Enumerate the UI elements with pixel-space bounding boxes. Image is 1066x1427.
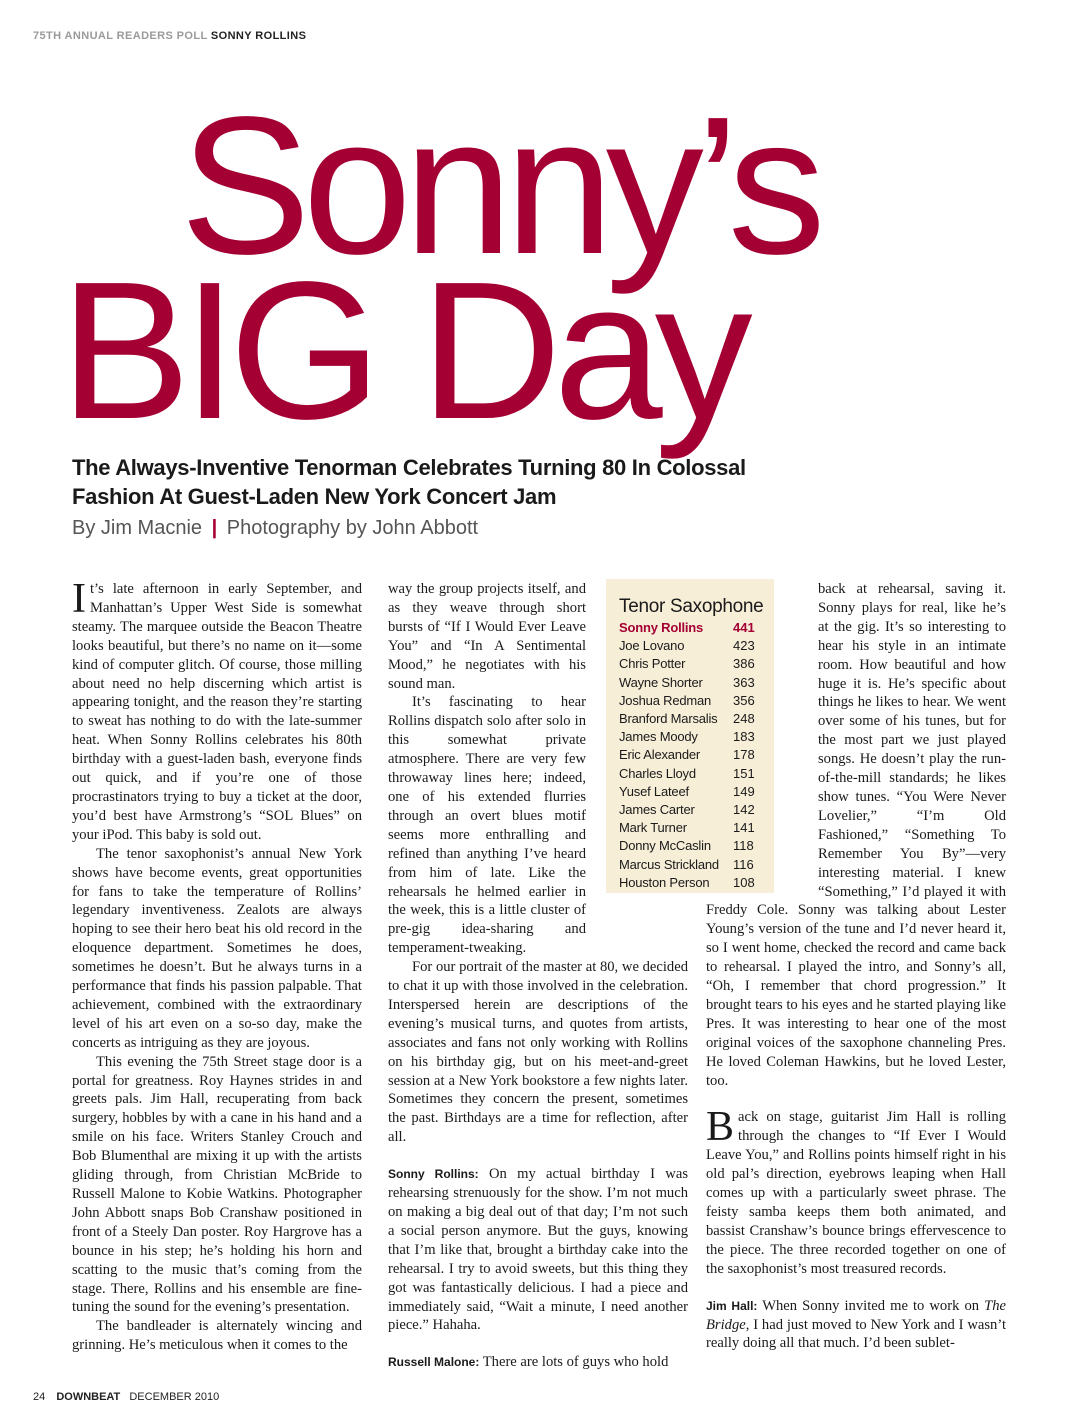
speaker-name: Russell Malone: — [388, 1355, 480, 1370]
poll-row — [619, 819, 769, 837]
section-kicker — [33, 30, 306, 42]
poll-row — [619, 692, 769, 710]
poll-votes: 248 — [733, 711, 755, 727]
paragraph: Back on stage, guitarist Jim Hall is rolling through the changes to “If Ever I Would Leave You,” and Rollins points himself right in his old pal’s direction, eyebrows leaping when Hall comes up with a particularly sweet phrase. The feisty samba keeps them both animated, and bassist Cranshaw’s bounce brings effervescence to the piece. The three recorded together on one of the saxophonist’s most treasured records. — [706, 1104, 1006, 1277]
photo-credit: Photography by John Abbott — [226, 517, 479, 539]
issue-date: DECEMBER 2010 — [129, 1391, 220, 1403]
quote-paragraph: Sonny Rollins: On my actual birthday I was rehearsing strenuously for the show. I’m not much on making a big deal out of that day; I’m not such a social person anymore. But the guys, knowing that I’m like that, brought a birthday cake into the rehearsal. I try to avoid sweets, but this thing they got was fantastically delicious. I had a piece and immediately said, “Wait a minute, I need another piece.” Hahaha. — [388, 1166, 688, 1334]
poll-name: Donny McCaslin — [619, 838, 711, 854]
poll-name: Joe Lovano — [619, 638, 685, 654]
poll-name: Eric Alexander — [619, 747, 701, 763]
headline-line-2: BIG Day — [60, 241, 745, 460]
poll-votes: 183 — [733, 729, 755, 745]
poll-votes: 118 — [733, 838, 754, 854]
poll-name: Mark Turner — [619, 820, 687, 836]
quote-paragraph: Jim Hall: When Sonny invited me to work on The Bridge, I had just moved to New York and I wasn’t really doing all that much. I’d been sublet- — [706, 1297, 1006, 1352]
author-credit: By Jim Macnie — [72, 517, 203, 539]
paragraph: The tenor saxophonist’s annual New York shows have become events, great opportunities for fans to take the temperature of Rollins’ legendary inventiveness. Zealots are always hoping to see their hero beat his old record in the eloquence department. Sometimes he does, sometimes he doesn’t. But he always turns in a performance that finds his passion palpable. That achievement, combined with the extraordinary level of his art even on a so-so day, make the concerts as intriguing as they are joyous. — [72, 845, 362, 1051]
poll-list — [619, 619, 769, 892]
poll-results-sidebar — [606, 579, 774, 893]
quote-paragraph: Russell Malone: There are lots of guys who hold — [388, 1354, 669, 1371]
poll-votes: 149 — [733, 783, 755, 799]
poll-row — [619, 619, 769, 637]
page-number: 24 — [33, 1391, 46, 1403]
section-label: 75TH ANNUAL READERS POLL — [33, 30, 208, 42]
poll-votes: 441 — [733, 620, 755, 635]
column-2-upper — [388, 580, 586, 958]
paragraph: It’s late afternoon in early September, and Manhattan’s Upper West Side is somewhat steamy. The marquee outside the Beacon Theatre looks beautiful, but there’s no name on it—some kind of computer glitch. Of course, those milling about need no help discerning which artist is appearing tonight, and the reason they’re starting to sweat has nothing to do with the late-summer heat. When Sonny Rollins celebrates his 80th birthday with a guest-laden bash, everyone finds out quick, and if you’re one of those procrastinators trying to buy a ticket at the door, you’d best have Armstrong’s “SOL Blues” on your iPod. This baby is sold out. — [72, 576, 362, 843]
byline-separator: | — [211, 517, 218, 539]
paragraph: way the group projects itself, and as they weave through short bursts of “If I Would Ever Leave You” and “In A Sentimental Mood,” he negotiates with his sound man. — [388, 581, 586, 692]
poll-name: Wayne Shorter — [619, 674, 703, 690]
sidebar-title: Tenor Saxophone — [619, 596, 764, 617]
drop-cap: B — [706, 1104, 735, 1151]
album-title: The Bridge — [706, 1297, 1006, 1333]
poll-name: James Carter — [619, 802, 695, 818]
poll-row — [619, 874, 769, 892]
poll-name: Houston Person — [619, 874, 710, 890]
poll-name: Marcus Strickland — [619, 856, 719, 872]
poll-row — [619, 637, 769, 655]
headline-line-1: Sonny’s — [180, 76, 818, 295]
poll-votes: 386 — [733, 656, 755, 672]
poll-row — [619, 655, 769, 673]
poll-row — [619, 674, 769, 692]
paragraph: The bandleader is alternately wincing and grinning. He’s meticulous when it comes to the — [72, 1318, 362, 1354]
byline — [72, 517, 478, 540]
deck-subtitle: The Always-Inventive Tenorman Celebrates Turning 80 In Colossal Fashion At Guest-Laden New York Concert Jam — [72, 455, 746, 509]
poll-votes: 178 — [733, 747, 755, 763]
paragraph: For our portrait of the master at 80, we decided to chat it up with those involved in the celebration. Interspersed herein are descriptions of the evening’s musical turns, and quotes from artists, associates and fans not only working with Rollins on his birthday gig, but on his meet-and-greet session at a New York bookstore a few nights later. Sometimes they concern the present, sometimes the past. Birthdays are a time for reflection, after all. — [388, 959, 688, 1146]
page-footer — [33, 1391, 219, 1403]
poll-row — [619, 728, 769, 746]
poll-votes: 151 — [733, 765, 755, 781]
poll-row — [619, 856, 769, 874]
magazine-name: DOWNBEAT — [56, 1391, 121, 1403]
poll-row — [619, 801, 769, 819]
subject-label: SONNY ROLLINS — [210, 30, 307, 42]
poll-row — [619, 837, 769, 855]
drop-cap: I — [72, 576, 86, 622]
poll-votes: 356 — [733, 692, 755, 708]
paragraph: This evening the 75th Street stage door is a portal for greatness. Roy Haynes strides in and greets pals. Jim Hall, recuperating from back surgery, hobbles by with a cane in his hand and a smile on his face. Writers Stanley Crouch and Bob Blumenthal are mixing it up with the artists gliding through, from Christian McBride to Russell Malone to Kobie Watkins. Photographer John Abbott snaps Bob Cranshaw positioned in front of a Steely Dan poster. Roy Hargrove has a bounce in his step; he’s holding his horn and scatting to the music that’s coming from the stage. There, Rollins and his ensemble are fine-tuning the sound for the evening’s presentation. — [72, 1053, 362, 1316]
poll-name: James Moody — [619, 729, 698, 745]
poll-name: Yusef Lateef — [619, 783, 689, 799]
paragraph: back at rehearsal, saving it. Sonny plays for real, like he’s at the gig. It’s so interesting to hear his style in an intimate room. How beautiful and how huge it is. He’s specific about things he likes to hear. We went over some of his tunes, but for the most part we just played songs. He doesn’t play the run-of-the-mill standards; he likes show tunes. “You Were Never Lovelier,” “I’m Old Fashioned,” “Something To Remember You By”—very interesting material. I knew “Something,” I’d played it with Freddy Cole. Sonny was talking about Lester Young’s version of the tune and I’d never heard it, so I went home, checked the record and came back to rehearsal. I played the intro, and Sonny’s all, “Oh, I remember that chord progression.” It brought tears to his eyes and he started playing like Pres. It was interesting to hear one of the most original voices of the saxophone channeling Pres. He loved Coleman Hawkins, but he loved Lester, too. — [706, 581, 1006, 1089]
poll-name: Sonny Rollins — [619, 620, 704, 635]
poll-row — [619, 746, 769, 764]
poll-name: Charles Lloyd — [619, 765, 696, 781]
poll-votes: 108 — [733, 874, 755, 890]
poll-votes: 142 — [733, 802, 755, 818]
poll-votes: 423 — [733, 638, 755, 654]
article-column-1 — [72, 576, 362, 1355]
speaker-name: Jim Hall: — [706, 1298, 758, 1313]
paragraph: It’s fascinating to hear Rollins dispatch solo after solo in this somewhat private atmosphere. There are very few throwaway lines here; indeed, one of his extended flurries through an overt blues motif seems more enthralling and refined than anything I’ve heard from him of late. Like the rehearsals he helmed earlier in the week, this is a little cluster of pre-gig idea-sharing and temperament-tweaking. — [388, 694, 586, 957]
speaker-name: Sonny Rollins: — [388, 1167, 479, 1182]
poll-votes: 116 — [733, 856, 754, 872]
poll-name: Branford Marsalis — [619, 711, 718, 727]
poll-name: Chris Potter — [619, 656, 686, 672]
poll-row — [619, 765, 769, 783]
poll-row — [619, 710, 769, 728]
poll-row — [619, 783, 769, 801]
poll-votes: 141 — [733, 820, 755, 836]
poll-votes: 363 — [733, 674, 755, 690]
poll-name: Joshua Redman — [619, 692, 712, 708]
